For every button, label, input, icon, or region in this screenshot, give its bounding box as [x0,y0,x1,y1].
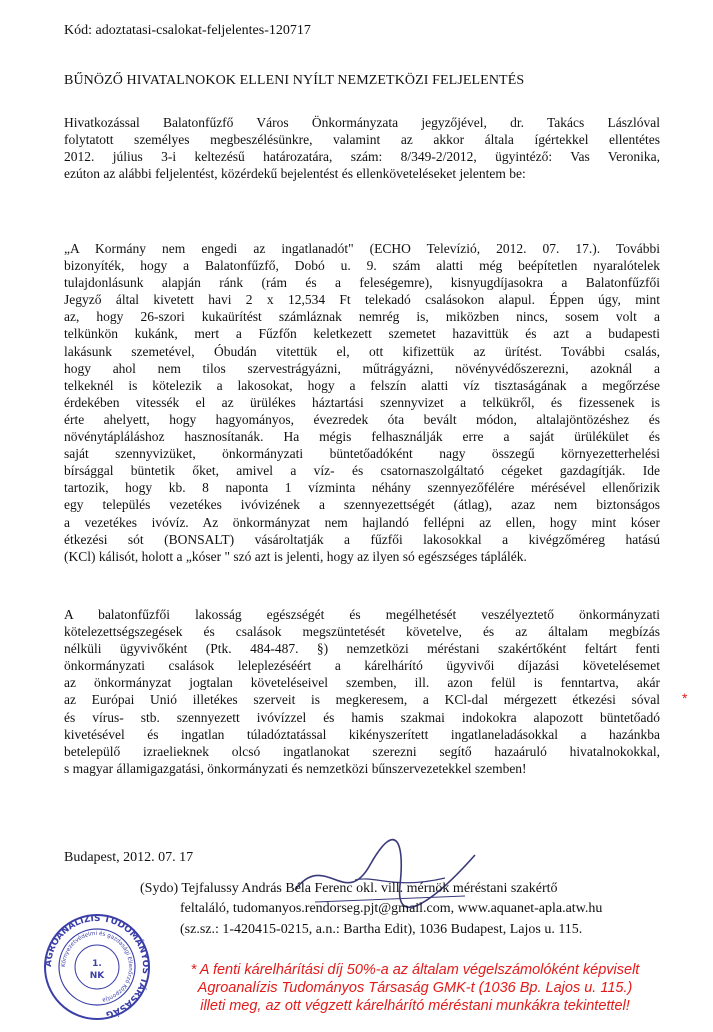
text-line: kivetésével és ingatlan túladóztatással kikényszerített ingatlaneladásokkal a hazánkba [64,726,660,742]
text-line: nélküli ügyvivőként (Ptk. 484-487. §) nemzetközi méréstani szakértőként feltárt fenti [64,641,660,657]
text-line: bizonyíték, hogy a Balatonfűzfő, Dobó u. 9. szám alatti még beépítetlen nyaralótelek [64,258,660,274]
text-line: a vezetékes ivóvíz. Az önkormányzat nem hajlandó fellépni az ellen, hogy mint kóser [64,514,660,530]
intro-paragraph [64,114,664,182]
text-line: s magyar államigazgatási, önkormányzati és nemzetközi bűnszervezetekkel szemben! [64,760,527,776]
note-line: Agroanalízis Tudományos Társaság GMK-t (1036 Bp. Lajos u. 115.) [197,980,633,996]
address-line: (sz.sz.: 1-420415-0215, a.n.: Bartha Edit), 1036 Budapest, Lajos u. 115. [180,922,583,937]
text-line: étkezési sót (BONSALT) vásároltatják a fűzfői lakosokkal a kivégzőméreg hatású [64,531,660,547]
main-paragraph [64,240,664,565]
text-line: az, hogy 26-szori kukaürítést számláznak nemrég is, miközben nincs, sosem volt a [64,309,660,325]
text-line: az Európai Unió illetékes szerveit is megkeresem, a KCl-dal mérgezett étkezési sóval [64,692,660,708]
organization-stamp [42,912,152,1022]
text-line: (KCl) kálisót, holott a „kóser " szó azt is jelenti, hogy az ilyen só egészséges táplálék. [64,548,527,564]
signer-line: (Sydo) Tejfalussy András Béla Ferenc okl. vill. mérnök méréstani szakértő [140,881,558,896]
note-line: * A fenti kárelhárítási díj 50%-a az általam végelszámolóként képviselt [190,962,640,978]
text-line: betelepülő izraelieknek olcsó ingatlanokat szerezni segítő hazaáruló hivatalnokokkal, [64,743,660,759]
demand-paragraph [64,606,664,777]
svg-text:Környezetvédelmi és gazdasági: Környezetvédelmi és gazdasági Ellenőrző Központja [60,930,134,1003]
text-line: bírsággal büntetik őket, amivel a víz- és csatornaszolgáltató cégeket gazdagítják. Ide [64,463,660,479]
text-line: önkormányzati csalások leleplezéséért a kárelhárító ügyvivői díjazási követelésemet [64,658,660,674]
text-line: Hivatkozással Balatonfűzfő Város Önkormányzata jegyzőjével, dr. Takács Lászlóval [64,115,660,130]
text-line: Jegyző által kivetett havi 2 x 12,534 Ft telekadó csalásokon alapul. Éppen úgy, mint [64,292,660,308]
document-title: BŰNÖZŐ HIVATALNOKOK ELLENI NYÍLT NEMZETKÖZI FELJELENTÉS [64,73,525,88]
text-line: érte ahelyett, hogy hagyományos, évezredek óta bevált módon, altalajöntözéshez és [64,411,660,427]
text-line: lakásunk szemetével, Óbudán vitettük el, ott kifizettük az ürítést. További csalás, [64,343,660,359]
note-line: illeti meg, az ott végzett kárelhárító méréstani munkákra tekintettel! [200,998,630,1014]
text-line: ezúton az alábbi feljelentést, közérdekű bejelentést és ellenköveteléseket jelentem be: [64,166,526,182]
text-line: A balatonfűzfői lakosság egészségét és megélhetését veszélyeztető önkormányzati [64,607,660,622]
text-line: érdekében vitessék el az ürülékes háztartási szennyvizet a telkükről, és fizessenek is [64,394,660,410]
svg-text:AGROANALIZIS TUDOMÁNYOS TÁRSAS: AGROANALIZIS TUDOMÁNYOS TÁRSASÁG [43,913,151,1020]
text-line: 2012. július 3-i keltezésű határozatára, szám: 8/349-2/2012, ügyintéző: Vas Veronika, [64,149,660,165]
document-date: Budapest, 2012. 07. 17 [64,850,194,865]
text-line: egy település vezetékes ivóvizének a szennyezettségét (átlag), azaz nem biztonságos [64,497,660,513]
text-line: az önkormányzat jogtalan követeléseivel szemben, ill. azon felül is fenntartva, akár [64,675,660,691]
text-line: tartozik, hogy kb. 8 naponta 1 vízminta néhány szennyezőfélére mérésével ellenőrizik [64,480,660,496]
text-line: hogy ahol nem tilos szervestrágyázni, műtrágyázni, növényvédőszerezni, azoknál a [64,360,660,376]
text-line: „A Kormány nem engedi az ingatlanadót" (ECHO Televízió, 2012. 07. 17.). További [64,241,660,256]
text-line: saját szennyvizüket, önkormányzati büntetőadóként nagy összegű környezetterhelési [64,446,660,462]
text-line: kötelezettségszegések és csalások megszüntetését követelve, és az általam megbízás [64,624,660,640]
text-line: tulajdonlásunk alapján ránk (rám és a feleségemre), kisnyugdíjasokra a Balatonfűzfői [64,275,660,291]
svg-text:1.: 1. [92,959,102,969]
svg-text:NK: NK [89,971,105,981]
text-line: és vírus- stb. szennyezett ivóvízzel és hamis szakmai indokokra alapozott büntetőadó [64,709,660,725]
text-line: növénytápláláshoz hasznosítanák. Ha mégis felhasználják erre a saját ürülékület és [64,429,660,445]
text-line: telkeknél is kötelezik a lakosokat, hogy a felszín alatti víz tisztaságának a megőrzése [64,377,660,393]
footnote-asterisk: * [682,690,688,706]
text-line: folytatott személyes megbeszélésünkre, valamint az akkor általa ígértekkel ellentétes [64,132,660,148]
document-code: Kód: adoztatasi-csalokat-feljelentes-120717 [64,23,311,38]
contact-line: feltaláló, tudomanyos.rendorseg.pjt@gmail.com, www.aquanet-apla.atw.hu [180,901,603,916]
text-line: telkünkön kukánk, mert a Fűzfőn keletkezett szemetet hazavittük és azt a budapesti [64,326,660,342]
